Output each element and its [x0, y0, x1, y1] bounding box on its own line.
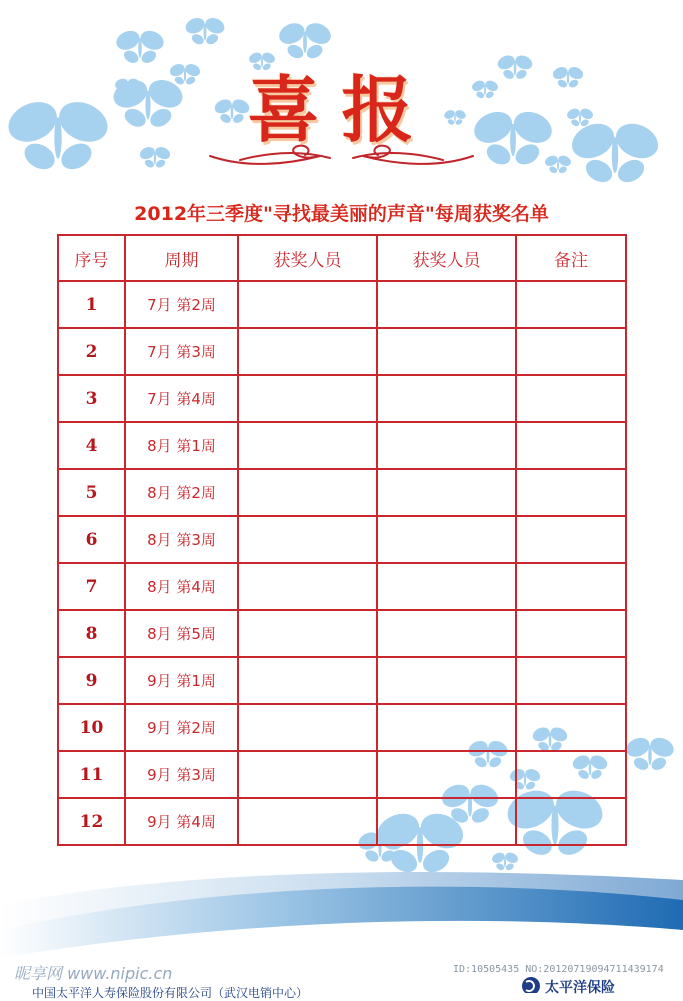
remarks-cell [516, 563, 626, 610]
table-row [58, 328, 626, 375]
row-period: 7月 第4周 [125, 375, 238, 422]
row-period: 9月 第2周 [125, 704, 238, 751]
remarks-cell [516, 516, 626, 563]
winner-cell [377, 610, 516, 657]
headline-title: 喜报 [247, 68, 436, 152]
winner-cell [377, 422, 516, 469]
row-number: 12 [58, 798, 125, 845]
award-table [57, 234, 627, 846]
winner-cell [238, 751, 377, 798]
table-row [58, 798, 626, 845]
row-number: 5 [58, 469, 125, 516]
col-header-winner-1: 获奖人员 [238, 235, 377, 281]
table-row [58, 516, 626, 563]
winner-cell [377, 751, 516, 798]
row-number: 8 [58, 610, 125, 657]
row-period: 9月 第1周 [125, 657, 238, 704]
row-number: 10 [58, 704, 125, 751]
row-period: 9月 第4周 [125, 798, 238, 845]
winner-cell [238, 610, 377, 657]
row-period: 8月 第1周 [125, 422, 238, 469]
table-row [58, 751, 626, 798]
winner-cell [377, 516, 516, 563]
table-row [58, 657, 626, 704]
row-number: 2 [58, 328, 125, 375]
table-row [58, 704, 626, 751]
watermark-site-text: 昵享网 www.nipic.cn [14, 964, 173, 983]
subtitle: 2012年三季度"寻找最美丽的声音"每周获奖名单 [134, 203, 549, 225]
footer-company-name: 中国太平洋人寿保险股份有限公司（武汉电销中心） [32, 986, 309, 1000]
footer-brand-name: 太平洋保险 [545, 980, 615, 996]
row-period: 9月 第3周 [125, 751, 238, 798]
winner-cell [238, 563, 377, 610]
row-number: 7 [58, 563, 125, 610]
remarks-cell [516, 281, 626, 328]
row-number: 11 [58, 751, 125, 798]
remarks-cell [516, 751, 626, 798]
row-period: 8月 第2周 [125, 469, 238, 516]
winner-cell [238, 704, 377, 751]
table-row [58, 422, 626, 469]
winner-cell [238, 798, 377, 845]
remarks-cell [516, 704, 626, 751]
winner-cell [377, 563, 516, 610]
row-number: 6 [58, 516, 125, 563]
winner-cell [377, 281, 516, 328]
row-number: 1 [58, 281, 125, 328]
table-row [58, 375, 626, 422]
winner-cell [238, 657, 377, 704]
table-row [58, 469, 626, 516]
row-number: 3 [58, 375, 125, 422]
remarks-cell [516, 375, 626, 422]
col-header-remarks: 备注 [516, 235, 626, 281]
remarks-cell [516, 469, 626, 516]
winner-cell [377, 469, 516, 516]
remarks-cell [516, 610, 626, 657]
winner-cell [377, 657, 516, 704]
winner-cell [238, 328, 377, 375]
winner-cell [377, 704, 516, 751]
table-row [58, 281, 626, 328]
row-period: 8月 第4周 [125, 563, 238, 610]
row-period: 8月 第5周 [125, 610, 238, 657]
row-period: 7月 第2周 [125, 281, 238, 328]
row-period: 7月 第3周 [125, 328, 238, 375]
winner-cell [238, 375, 377, 422]
winner-cell [238, 516, 377, 563]
remarks-cell [516, 328, 626, 375]
winner-cell [377, 375, 516, 422]
winner-cell [377, 328, 516, 375]
col-header-period: 周期 [125, 235, 238, 281]
remarks-cell [516, 798, 626, 845]
remarks-cell [516, 657, 626, 704]
winner-cell [238, 469, 377, 516]
row-number: 9 [58, 657, 125, 704]
col-header-winner-2: 获奖人员 [377, 235, 516, 281]
row-period: 8月 第3周 [125, 516, 238, 563]
table-row [58, 563, 626, 610]
row-number: 4 [58, 422, 125, 469]
winner-cell [238, 422, 377, 469]
winner-cell [238, 281, 377, 328]
col-header-no: 序号 [58, 235, 125, 281]
remarks-cell [516, 422, 626, 469]
watermark-id-text: ID:10505435 NO:20120719094711439174 [453, 964, 664, 975]
table-header-row [58, 235, 626, 281]
table-row [58, 610, 626, 657]
winner-cell [377, 798, 516, 845]
